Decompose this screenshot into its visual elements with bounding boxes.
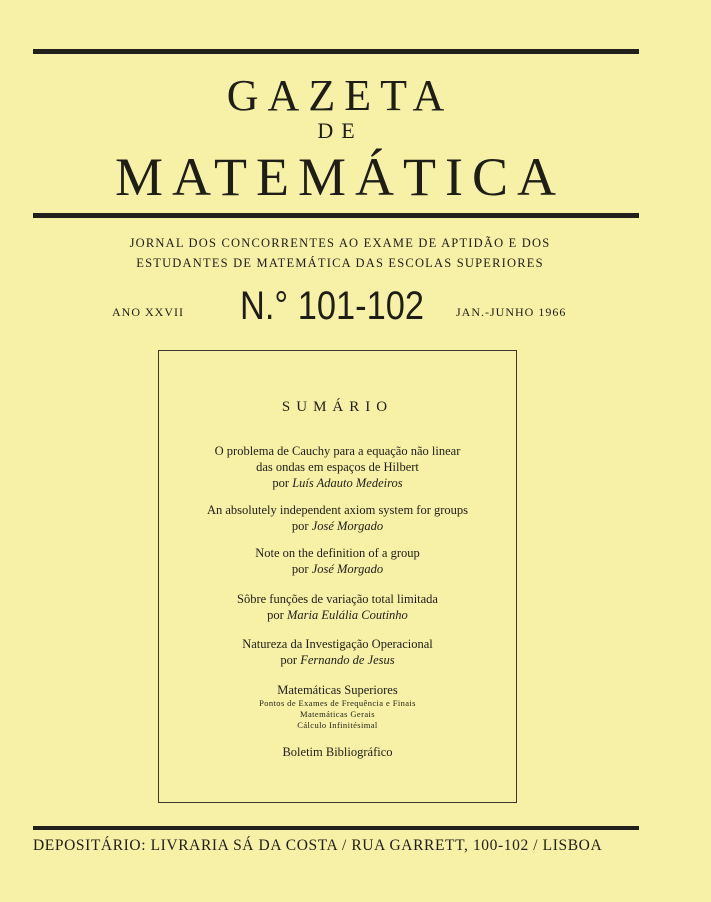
contents-section [159,682,516,731]
publisher-footer: DEPOSITÁRIO: LIVRARIA SÁ DA COSTA / RUA GARRETT, 100-102 / LISBOA [33,837,603,854]
bottom-rule [33,826,639,830]
subtitle-line-1: JORNAL DOS CONCORRENTES AO EXAME DE APTIDÃO E DOS [129,236,551,250]
contents-item [159,636,516,668]
item-title: Natureza da Investigação Operacional [242,637,433,651]
contents-item [159,545,516,577]
issue-date: JAN.-JUNHO 1966 [456,305,567,319]
item-author-line [159,518,516,534]
contents-item [159,502,516,534]
by-word: por [272,476,290,490]
item-author: Luís Adauto Medeiros [292,476,403,490]
title-matematica: MATEMÁTICA [115,147,565,207]
top-rule [33,49,639,54]
issue-year: ANO XXVII [112,305,184,319]
contents-item [159,443,516,491]
item-author: José Morgado [311,519,384,533]
item-title: O problema de Cauchy para a equação não linear [214,444,461,458]
item-title: An absolutely independent axiom system for groups [206,503,469,517]
item-author-line [159,561,516,577]
middle-rule [33,213,639,218]
by-word: por [291,562,309,576]
contents-box [158,350,517,803]
issue-number: N.° 101-102 [240,284,424,328]
item-author-line [159,652,516,668]
contents-item-bibliography [159,744,516,760]
bibliography-title: Boletim Bibliográfico [282,745,393,759]
item-author: Fernando de Jesus [300,653,395,667]
item-title-cont: das ondas em espaços de Hilbert [256,460,419,474]
title-gazeta: GAZETA [226,71,454,120]
item-author: Maria Eulália Coutinho [286,608,408,622]
item-title: Sôbre funções de variação total limitada [237,592,438,606]
item-author: José Morgado [311,562,384,576]
by-word: por [280,653,298,667]
section-sub-2: Matemáticas Gerais [300,709,375,719]
by-word: por [267,608,284,622]
item-author-line [159,607,516,623]
by-word: por [291,519,309,533]
item-author-line [159,475,516,491]
contents-item [159,591,516,623]
section-title: Matemáticas Superiores [277,683,398,697]
title-de: DE [317,118,363,143]
subtitle-line-2: ESTUDANTES DE MATEMÁTICA DAS ESCOLAS SUPERIORES [136,256,544,270]
item-title: Note on the definition of a group [255,546,420,560]
section-sub-3: Cálculo Infinitésimal [297,720,378,730]
contents-heading: SUMÁRIO [281,399,394,415]
section-sub-1: Pontos de Exames de Frequência e Finais [259,698,416,708]
